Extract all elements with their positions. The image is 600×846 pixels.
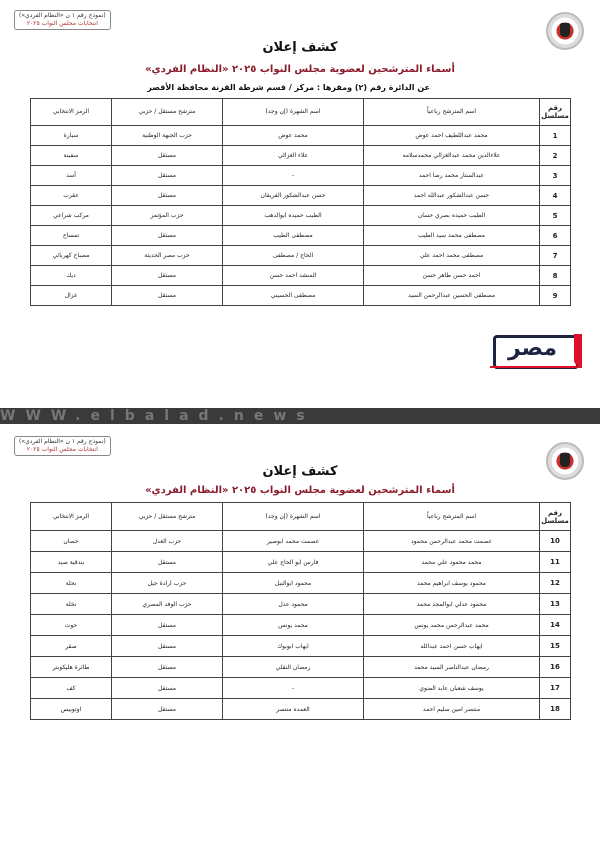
cell-symbol: تمساح xyxy=(31,226,112,246)
table-row xyxy=(31,286,571,306)
cell-name: محمود عدلي ابوالمجد محمد xyxy=(364,594,540,615)
cell-symbol: مصباح كهربائي xyxy=(31,246,112,266)
cell-alias: رمضان النقلي xyxy=(223,657,364,678)
cell-alias: - xyxy=(223,166,364,186)
cell-serial: 16 xyxy=(540,657,571,678)
cell-name: رمضان عبدالناصر السيد محمد xyxy=(364,657,540,678)
col-name: اسم المترشح رباعياً xyxy=(364,503,540,531)
cell-name: ايهاب حسن احمد عبدالله xyxy=(364,636,540,657)
cell-symbol: صقر xyxy=(31,636,112,657)
cell-alias: عصمت محمد ابوصير xyxy=(223,531,364,552)
table-row xyxy=(31,657,571,678)
col-symbol: الرمز الانتخابي xyxy=(31,503,112,531)
table-row xyxy=(31,266,571,286)
col-party: مترشح مستقل / حزبي xyxy=(112,99,223,126)
col-alias: اسم الشهرة (إن وجد) xyxy=(223,99,364,126)
cell-serial: 3 xyxy=(540,166,571,186)
table-row xyxy=(31,246,571,266)
table-row xyxy=(31,146,571,166)
cell-name: مصطفى الحسين عبدالرحمن السيد xyxy=(364,286,540,306)
cell-name: يوسف شعبان عابد الضوي xyxy=(364,678,540,699)
cell-name: احمد حسن طاهر حسن xyxy=(364,266,540,286)
cell-party: حزب المؤتمر xyxy=(112,206,223,226)
cell-serial: 17 xyxy=(540,678,571,699)
cell-serial: 2 xyxy=(540,146,571,166)
cell-symbol: حوت xyxy=(31,615,112,636)
cell-serial: 15 xyxy=(540,636,571,657)
document-page-1 xyxy=(0,0,600,408)
cell-serial: 5 xyxy=(540,206,571,226)
table-row xyxy=(31,636,571,657)
cell-alias: المنشد احمد حسن xyxy=(223,266,364,286)
cell-symbol: نخلة xyxy=(31,594,112,615)
cell-alias: محمد عوض xyxy=(223,126,364,146)
cell-alias: ايهاب ابوبوك xyxy=(223,636,364,657)
col-serial: رقم مسلسل xyxy=(540,503,571,531)
page-title: كشف إعلان xyxy=(262,464,338,479)
table-row xyxy=(31,166,571,186)
table-row xyxy=(31,186,571,206)
cell-symbol: كف xyxy=(31,678,112,699)
cell-symbol: سفينة xyxy=(31,146,112,166)
document-page-2 xyxy=(0,424,600,846)
cell-alias: الحاج / مصطفى xyxy=(223,246,364,266)
form-number-box xyxy=(14,436,111,456)
cell-symbol: بندقية صيد xyxy=(31,552,112,573)
cell-alias: فارس ابو الحاج علي xyxy=(223,552,364,573)
cell-alias: حسن عبدالشكور الفريقان xyxy=(223,186,364,206)
table-row xyxy=(31,678,571,699)
cell-alias: - xyxy=(223,678,364,699)
table-row xyxy=(31,594,571,615)
cell-party: مستقل xyxy=(112,699,223,720)
form-sublabel: انتخابات مجلس النواب ٢٠٢٥ xyxy=(26,20,98,27)
cell-party: مستقل xyxy=(112,657,223,678)
cell-serial: 10 xyxy=(540,531,571,552)
cell-party: حزب الجبهة الوطنية xyxy=(112,126,223,146)
col-symbol: الرمز الانتخابي xyxy=(31,99,112,126)
cell-name: عبدالستار محمد رضا احمد xyxy=(364,166,540,186)
cell-name: حسن عبدالشكور عبدالله احمد xyxy=(364,186,540,206)
cell-serial: 8 xyxy=(540,266,571,286)
cell-name: علاءالدين محمد عبدالغزالي محمدسلامه xyxy=(364,146,540,166)
cell-symbol: سيارة xyxy=(31,126,112,146)
cell-alias: محمود عدل xyxy=(223,594,364,615)
cell-alias: مصطفى الطيب xyxy=(223,226,364,246)
cell-party: حزب ارادة جيل xyxy=(112,573,223,594)
page-subtitle: أسماء المترشحين لعضوية مجلس النواب ٢٠٢٥ «النظام الفردي» xyxy=(145,485,455,496)
cell-symbol: أسد xyxy=(31,166,112,186)
table-row xyxy=(31,126,571,146)
table-row xyxy=(31,226,571,246)
cell-name: عصمت محمد عبدالرحمن محمود xyxy=(364,531,540,552)
table-row xyxy=(31,552,571,573)
cell-alias: العمده منتصر xyxy=(223,699,364,720)
cell-party: مستقل xyxy=(112,226,223,246)
separator-watermark: WWW.elbalad.news xyxy=(0,408,315,424)
cell-serial: 13 xyxy=(540,594,571,615)
cell-symbol: مركب شراعي xyxy=(31,206,112,226)
candidates-table-2 xyxy=(30,502,571,720)
cell-party: حزب مصر الحديثة xyxy=(112,246,223,266)
cell-name: محمد محمود علي محمد xyxy=(364,552,540,573)
cell-name: منتصر امين سليم احمد xyxy=(364,699,540,720)
cell-party: حزب العدل xyxy=(112,531,223,552)
cell-party: مستقل xyxy=(112,678,223,699)
cell-party: مستقل xyxy=(112,266,223,286)
cell-symbol: نحلة xyxy=(31,573,112,594)
cell-party: مستقل xyxy=(112,636,223,657)
cell-alias: مصطفى الحسيني xyxy=(223,286,364,306)
cell-alias: علاء الغزالي xyxy=(223,146,364,166)
page-subtitle: أسماء المترشحين لعضوية مجلس النواب ٢٠٢٥ «النظام الفردي» xyxy=(145,64,455,75)
cell-symbol: عقرب xyxy=(31,186,112,206)
cell-party: مستقل xyxy=(112,286,223,306)
cell-party: مستقل xyxy=(112,552,223,573)
cell-serial: 7 xyxy=(540,246,571,266)
district-line: عن الدائرة رقم (٢) ومقرها : مركز / قسم شرطة القرنة محافظة الأقصر xyxy=(147,83,430,92)
cell-party: مستقل xyxy=(112,615,223,636)
cell-name: محمود يوسف ابراهيم محمد xyxy=(364,573,540,594)
cell-symbol: حصان xyxy=(31,531,112,552)
cell-serial: 12 xyxy=(540,573,571,594)
watermark-logo xyxy=(490,330,582,370)
col-serial: رقم مسلسل xyxy=(540,99,571,126)
table-row xyxy=(31,206,571,226)
cell-party: حزب الوفد المصري xyxy=(112,594,223,615)
cell-symbol: طائرة هليكوبتر xyxy=(31,657,112,678)
cell-serial: 1 xyxy=(540,126,571,146)
col-name: اسم المترشح رباعياً xyxy=(364,99,540,126)
form-label: (نموذج رقم ١ ن «النظام الفردي») xyxy=(19,438,106,445)
cell-name: محمد عبدالرحمن محمد يونس xyxy=(364,615,540,636)
cell-serial: 11 xyxy=(540,552,571,573)
col-party: مترشح مستقل / حزبي xyxy=(112,503,223,531)
cell-serial: 18 xyxy=(540,699,571,720)
table-row xyxy=(31,615,571,636)
cell-name: محمد عبداللطيف احمد عوض xyxy=(364,126,540,146)
cell-serial: 4 xyxy=(540,186,571,206)
watermark-text: مصر xyxy=(508,336,557,361)
cell-symbol: غزال xyxy=(31,286,112,306)
col-alias: اسم الشهرة (إن وجد) xyxy=(223,503,364,531)
cell-serial: 6 xyxy=(540,226,571,246)
cell-serial: 9 xyxy=(540,286,571,306)
table-row xyxy=(31,573,571,594)
form-label: (نموذج رقم ١ ن «النظام الفردي») xyxy=(19,12,106,19)
cell-party: مستقل xyxy=(112,146,223,166)
candidates-table-1 xyxy=(30,98,571,306)
cell-symbol: اوتوبيس xyxy=(31,699,112,720)
cell-name: مصطفى محمد احمد علي xyxy=(364,246,540,266)
table-row xyxy=(31,699,571,720)
cell-name: الطيب حميده بصري حسان xyxy=(364,206,540,226)
cell-party: مستقل xyxy=(112,166,223,186)
cell-alias: الطيب حميده ابوالدهب xyxy=(223,206,364,226)
table-row xyxy=(31,531,571,552)
form-number-box xyxy=(14,10,111,30)
cell-alias: محمود ابوالنيل xyxy=(223,573,364,594)
page-separator xyxy=(0,408,600,424)
cell-name: مصطفى محمد سيد الطيب xyxy=(364,226,540,246)
cell-alias: محمد يونس xyxy=(223,615,364,636)
page-title: كشف إعلان xyxy=(262,40,338,55)
cell-party: مستقل xyxy=(112,186,223,206)
form-sublabel: انتخابات مجلس النواب ٢٠٢٥ xyxy=(26,446,98,453)
cell-serial: 14 xyxy=(540,615,571,636)
cell-symbol: ديك xyxy=(31,266,112,286)
